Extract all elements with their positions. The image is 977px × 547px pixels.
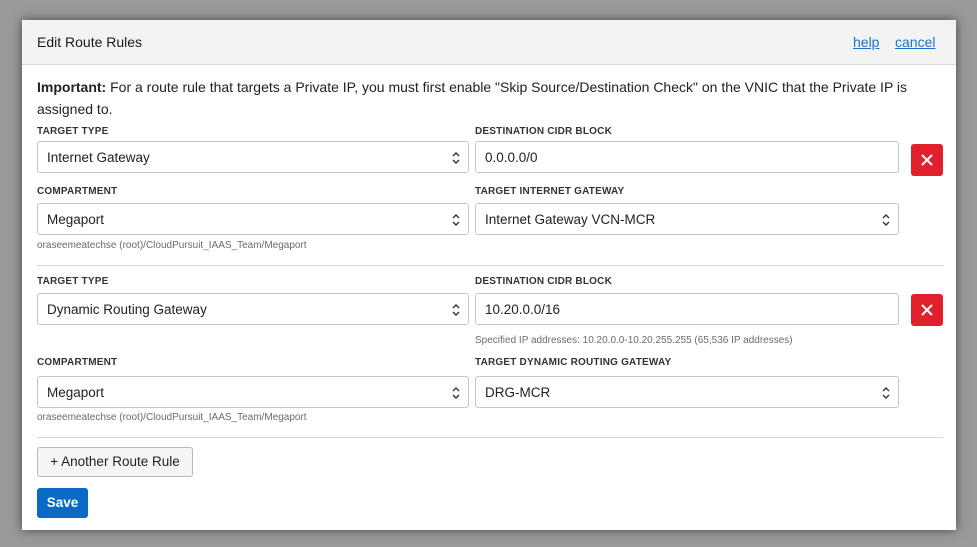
close-icon: [921, 154, 933, 166]
delete-rule-button[interactable]: [911, 294, 943, 326]
destination-cidr-input[interactable]: [475, 293, 899, 325]
edit-route-rules-dialog: [22, 20, 956, 530]
dialog-header: [22, 20, 956, 65]
close-icon: [921, 304, 933, 316]
save-button[interactable]: Save: [37, 488, 88, 518]
compartment-select[interactable]: [37, 203, 469, 235]
rule-divider: [37, 265, 943, 266]
important-notice: [37, 76, 942, 120]
compartment-label: COMPARTMENT: [37, 186, 118, 197]
chevron-updown-icon: [880, 211, 892, 229]
chevron-updown-icon: [450, 384, 462, 402]
chevron-updown-icon: [880, 384, 892, 402]
chevron-updown-icon: [450, 149, 462, 167]
destination-cidr-value: 10.20.0.0/16: [485, 302, 561, 317]
compartment-label: COMPARTMENT: [37, 357, 118, 368]
compartment-path: oraseemeatechse (root)/CloudPursuit_IAAS_Team/Megaport: [37, 240, 307, 251]
target-type-value: Dynamic Routing Gateway: [47, 302, 207, 317]
delete-rule-button[interactable]: [911, 144, 943, 176]
dialog-title: Edit Route Rules: [37, 34, 143, 50]
target-gateway-label: TARGET INTERNET GATEWAY: [475, 186, 625, 197]
target-gateway-label: TARGET DYNAMIC ROUTING GATEWAY: [475, 357, 672, 368]
target-type-label: TARGET TYPE: [37, 276, 109, 287]
destination-cidr-label: DESTINATION CIDR BLOCK: [475, 126, 612, 137]
chevron-updown-icon: [450, 211, 462, 229]
destination-cidr-label: DESTINATION CIDR BLOCK: [475, 276, 612, 287]
target-gateway-value: Internet Gateway VCN-MCR: [485, 212, 656, 227]
target-gateway-select[interactable]: [475, 203, 899, 235]
cidr-hint: Specified IP addresses: 10.20.0.0-10.20.255.255 (65,536 IP addresses): [475, 335, 793, 346]
compartment-path: oraseemeatechse (root)/CloudPursuit_IAAS_Team/Megaport: [37, 412, 307, 423]
notice-text: For a route rule that targets a Private IP, you must first enable "Skip Source/Destination Check" on the VNIC that the Private IP is assigned to.: [37, 79, 908, 117]
target-gateway-value: DRG-MCR: [485, 385, 551, 400]
cancel-link[interactable]: cancel: [895, 34, 936, 50]
chevron-updown-icon: [450, 301, 462, 319]
target-type-label: TARGET TYPE: [37, 126, 109, 137]
help-link[interactable]: help: [853, 34, 880, 50]
destination-cidr-value: 0.0.0.0/0: [485, 150, 538, 165]
compartment-value: Megaport: [47, 212, 105, 227]
add-route-rule-button[interactable]: + Another Route Rule: [37, 447, 193, 477]
compartment-select[interactable]: [37, 376, 469, 408]
rule-divider: [37, 437, 943, 438]
destination-cidr-input[interactable]: [475, 141, 899, 173]
compartment-value: Megaport: [47, 385, 105, 400]
target-type-select[interactable]: [37, 141, 469, 173]
target-gateway-select[interactable]: [475, 376, 899, 408]
target-type-select[interactable]: [37, 293, 469, 325]
target-type-value: Internet Gateway: [47, 150, 150, 165]
notice-strong: Important:: [37, 79, 107, 95]
